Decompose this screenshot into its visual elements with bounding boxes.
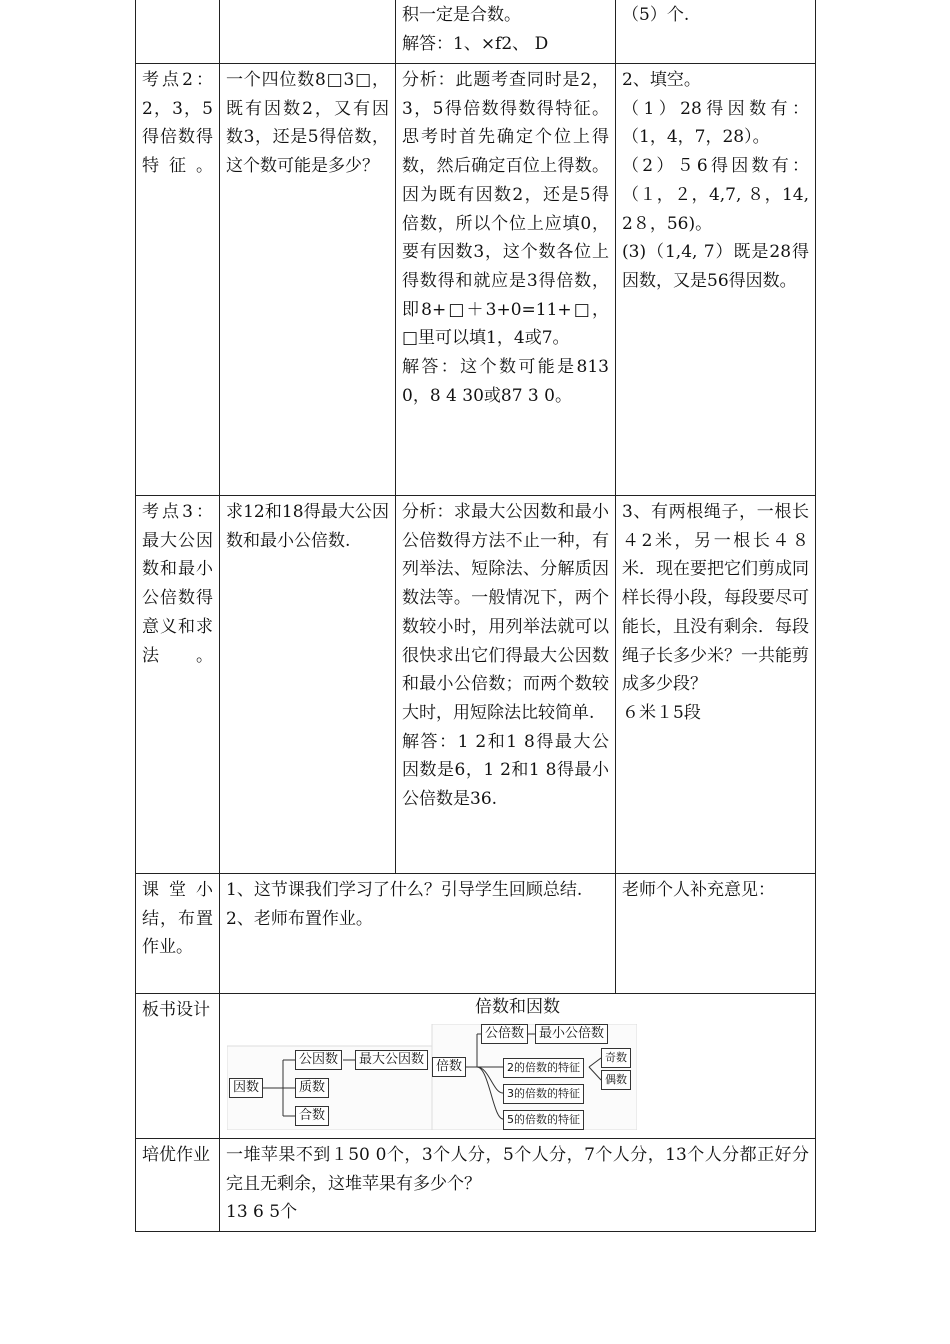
node-multiple: 倍数 [432,1057,466,1077]
summary-item: 1、这节课我们学习了什么？引导学生回顾总结. [226,880,583,900]
analysis-text: 积一定是合数。 [402,5,521,25]
node-rule-5: 5的倍数的特征 [503,1110,584,1130]
cell-analysis [396,64,616,496]
answer-text: 解答：1、×f2、 D [402,33,549,54]
cell-topic [136,64,220,496]
node-prime: 质数 [295,1078,329,1098]
exercise-heading: 2、填空。 [622,70,701,90]
exercise-answer: ６米１5段 [622,702,701,723]
cell-topic [136,0,220,64]
table-row [136,496,816,874]
cell-exercise [616,0,816,64]
cell-example [220,0,396,64]
cell-exercise [616,64,816,496]
exercise-item: （2）５6得因数有：（１，２，4,7, ８，14,2８，56)。 [622,156,809,234]
topic-text: 培优作业 [142,1145,210,1165]
exercise-item: （1）28得因数有：（1，4，7，28）。 [622,98,809,148]
summary-item: 2、老师布置作业。 [226,908,373,929]
topic-text: 考点3：最大公因数和最小公倍数得意义和求法。 [142,502,213,666]
table-row [136,1139,816,1232]
cell-topic [136,496,220,874]
example-text: 求12和18得最大公因数和最小公倍数. [226,502,389,551]
cell-topic [136,1139,220,1232]
cell-example [220,64,396,496]
node-factor: 因数 [229,1078,263,1098]
exercise-item: 3、有两根绳子，一根长４2米，另一根长４８米．现在要把它们剪成同样长得小段，每段要尽可能长，且没有剩余．每段绳子长多少米？一共能剪成多少段？ [622,502,809,695]
table-row [136,64,816,496]
cell-topic [136,994,220,1139]
node-lcm: 最小公倍数 [535,1024,608,1044]
node-common-factor: 公因数 [295,1050,342,1070]
cell-summary [220,874,616,994]
table-row [136,874,816,994]
node-odd: 奇数 [601,1048,631,1068]
exercise-item: (3)（1,4, 7）既是28得因数，又是56得因数。 [622,242,809,291]
cell-topic [136,874,220,994]
table-row [136,0,816,64]
homework-text: 一堆苹果不到１50 0个，3个人分，5个人分，7个人分，13个人分都正好分完且无剩余，这堆苹果有多少个？ [226,1145,809,1194]
cell-analysis [396,0,616,64]
answer-text: 解答：1 2和1 8得最大公因数是6，1 2和1 8得最小公倍数是36. [402,731,609,810]
node-rule-3: 3的倍数的特征 [503,1084,584,1104]
cell-board-design [220,994,816,1139]
topic-text: 板书设计 [142,1000,210,1020]
node-composite: 合数 [295,1106,329,1126]
concept-map [227,1024,637,1130]
cell-analysis [396,496,616,874]
node-rule-2: 2的倍数的特征 [503,1058,584,1078]
analysis-text: 分析：求最大公因数和最小公倍数得方法不止一种，有列举法、短除法、分解质因数法等。一般情况下，两个数较小时，用列举法就可以很快求出它们得最大公因数和最小公倍数；而两个数较大时，用短除法比较简单. [402,502,609,723]
topic-text: 课堂小结，布置作业。 [142,880,213,958]
example-text: 一个四位数8□3□，既有因数2，又有因数3，还是5得倍数，这个数可能是多少？ [226,70,389,177]
teacher-notes-label: 老师个人补充意见： [622,880,775,900]
node-even: 偶数 [601,1070,631,1090]
cell-teacher-notes [616,874,816,994]
exercise-text: （5）个. [622,5,690,25]
homework-answer: 13 6 5个 [226,1202,298,1223]
topic-text: 考点2：2，3，5得倍数得特征。 [142,70,213,177]
lesson-plan-table [135,0,816,1232]
node-gcf: 最大公因数 [355,1050,428,1070]
table-row [136,994,816,1139]
analysis-text: 分析：此题考查同时是2，3，5得倍数得数得特征。思考时首先确定个位上得数，然后确定百位上得数。因为既有因数2，还是5得倍数，所以个位上应填0，要有因数3，这个数各位上得数得和就应是3得倍数，即8+□＋3+0=11+□，□里可以填1，4或7。 [402,70,609,349]
answer-text: 解答：这个数可能是813 0，8 4 30或87 3 0。 [402,357,609,406]
cell-homework [220,1139,816,1232]
node-common-multiple: 公倍数 [481,1024,528,1044]
board-title: 倍数和因数 [475,997,560,1017]
cell-exercise [616,496,816,874]
cell-example [220,496,396,874]
